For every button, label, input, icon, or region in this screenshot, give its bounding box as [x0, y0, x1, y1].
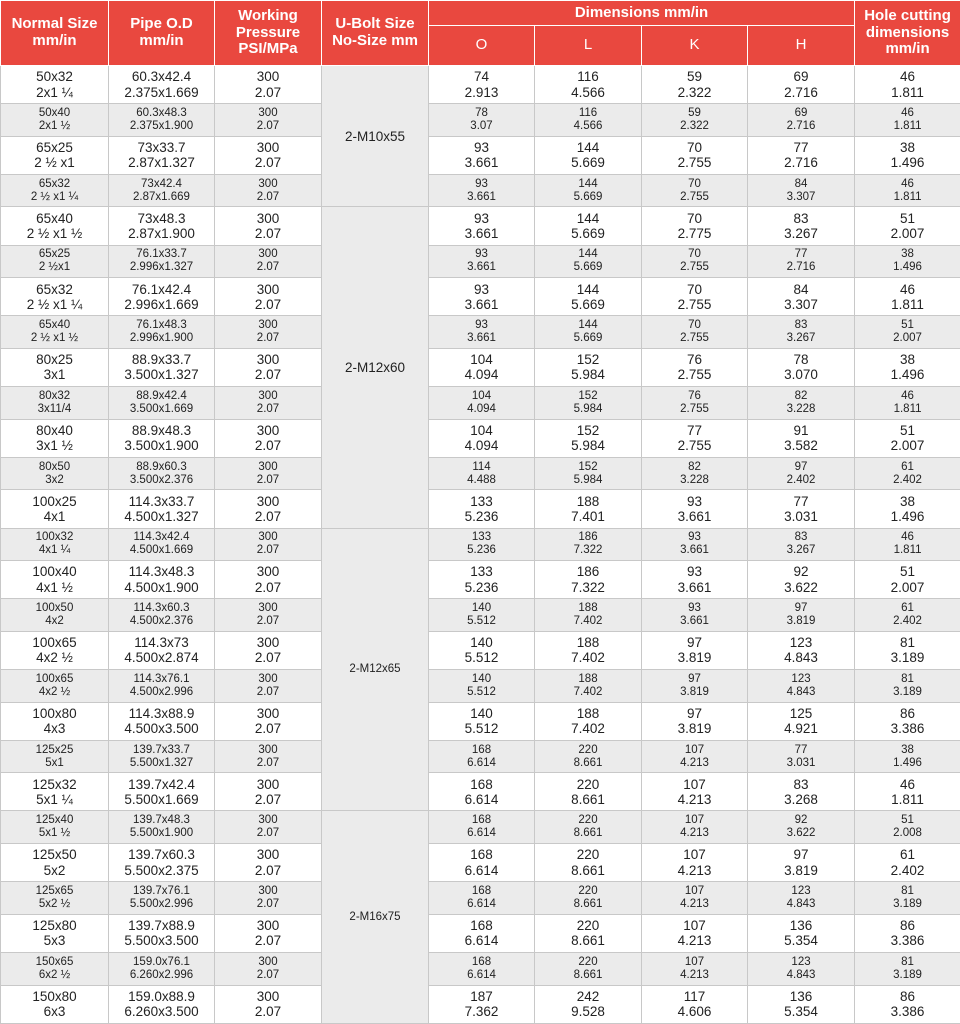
- cell-dim-o: 140 5.512: [429, 702, 535, 740]
- cell-dim-h: 84 3.307: [748, 174, 855, 207]
- cell-pipe-od: 76.1x33.7 2.996x1.327: [109, 245, 215, 278]
- table-row: [1, 278, 960, 316]
- cell-dim-h: 123 4.843: [748, 952, 855, 985]
- header-dim-h: H: [748, 26, 855, 66]
- cell-dim-h: 97 3.819: [748, 599, 855, 632]
- cell-hole-cutting: 61 2.402: [855, 457, 960, 490]
- cell-working-pressure: 300 2.07: [215, 387, 322, 420]
- table-row: [1, 348, 960, 386]
- cell-hole-cutting: 86 3.386: [855, 702, 960, 740]
- cell-normal-size: 100x80 4x3: [1, 702, 109, 740]
- cell-working-pressure: 300 2.07: [215, 773, 322, 811]
- cell-normal-size: 125x25 5x1: [1, 740, 109, 773]
- cell-dim-o: 168 6.614: [429, 844, 535, 882]
- cell-dim-o: 140 5.512: [429, 631, 535, 669]
- cell-dim-l: 152 5.984: [535, 348, 642, 386]
- cell-working-pressure: 300 2.07: [215, 528, 322, 561]
- cell-dim-k: 93 3.661: [642, 490, 748, 528]
- cell-normal-size: 100x65 4x2 ½: [1, 631, 109, 669]
- cell-dim-k: 70 2.755: [642, 136, 748, 174]
- cell-normal-size: 65x32 2 ½ x1 ¼: [1, 174, 109, 207]
- cell-dim-h: 77 2.716: [748, 245, 855, 278]
- cell-working-pressure: 300 2.07: [215, 702, 322, 740]
- cell-dim-h: 84 3.307: [748, 278, 855, 316]
- cell-dim-k: 76 2.755: [642, 348, 748, 386]
- cell-pipe-od: 139.7x76.1 5.500x2.996: [109, 882, 215, 915]
- table-row: [1, 985, 960, 1023]
- cell-pipe-od: 114.3x60.3 4.500x2.376: [109, 599, 215, 632]
- table-row: [1, 66, 960, 104]
- cell-dim-k: 97 3.819: [642, 702, 748, 740]
- cell-dim-o: 93 3.661: [429, 278, 535, 316]
- cell-hole-cutting: 46 1.811: [855, 528, 960, 561]
- table-row: [1, 561, 960, 599]
- cell-dim-o: 93 3.661: [429, 316, 535, 349]
- cell-working-pressure: 300 2.07: [215, 914, 322, 952]
- cell-dim-h: 123 4.843: [748, 882, 855, 915]
- cell-pipe-od: 139.7x42.4 5.500x1.669: [109, 773, 215, 811]
- table-row: [1, 316, 960, 349]
- cell-normal-size: 80x40 3x1 ½: [1, 419, 109, 457]
- header-dim-k: K: [642, 26, 748, 66]
- cell-hole-cutting: 81 3.189: [855, 669, 960, 702]
- cell-dim-l: 144 5.669: [535, 207, 642, 245]
- table-row: [1, 669, 960, 702]
- table-row: [1, 882, 960, 915]
- cell-normal-size: 150x80 6x3: [1, 985, 109, 1023]
- cell-normal-size: 100x50 4x2: [1, 599, 109, 632]
- cell-hole-cutting: 81 3.189: [855, 952, 960, 985]
- cell-dim-h: 123 4.843: [748, 669, 855, 702]
- cell-pipe-od: 60.3x48.3 2.375x1.900: [109, 104, 215, 137]
- cell-dim-k: 107 4.213: [642, 952, 748, 985]
- cell-dim-h: 83 3.267: [748, 207, 855, 245]
- cell-working-pressure: 300 2.07: [215, 278, 322, 316]
- cell-working-pressure: 300 2.07: [215, 245, 322, 278]
- cell-normal-size: 125x32 5x1 ¼: [1, 773, 109, 811]
- table-row: [1, 490, 960, 528]
- cell-dim-k: 97 3.819: [642, 669, 748, 702]
- table-row: [1, 914, 960, 952]
- cell-dim-k: 93 3.661: [642, 599, 748, 632]
- cell-dim-l: 220 8.661: [535, 914, 642, 952]
- cell-dim-k: 107 4.213: [642, 740, 748, 773]
- cell-normal-size: 125x65 5x2 ½: [1, 882, 109, 915]
- header-hole-cutting: Hole cutting dimensions mm/in: [855, 1, 960, 66]
- cell-dim-h: 123 4.843: [748, 631, 855, 669]
- cell-hole-cutting: 38 1.496: [855, 245, 960, 278]
- cell-dim-k: 107 4.213: [642, 914, 748, 952]
- cell-dim-o: 168 6.614: [429, 811, 535, 844]
- table-row: [1, 952, 960, 985]
- cell-dim-o: 168 6.614: [429, 952, 535, 985]
- cell-dim-k: 107 4.213: [642, 844, 748, 882]
- cell-dim-h: 136 5.354: [748, 985, 855, 1023]
- cell-dim-h: 83 3.267: [748, 528, 855, 561]
- cell-hole-cutting: 86 3.386: [855, 914, 960, 952]
- cell-dim-h: 92 3.622: [748, 811, 855, 844]
- cell-working-pressure: 300 2.07: [215, 985, 322, 1023]
- cell-dim-k: 107 4.213: [642, 882, 748, 915]
- cell-normal-size: 65x25 2 ½x1: [1, 245, 109, 278]
- cell-working-pressure: 300 2.07: [215, 740, 322, 773]
- cell-normal-size: 100x32 4x1 ¼: [1, 528, 109, 561]
- cell-dim-l: 186 7.322: [535, 561, 642, 599]
- cell-working-pressure: 300 2.07: [215, 490, 322, 528]
- cell-dim-o: 74 2.913: [429, 66, 535, 104]
- cell-normal-size: 125x50 5x2: [1, 844, 109, 882]
- cell-dim-o: 133 5.236: [429, 490, 535, 528]
- cell-dim-h: 77 2.716: [748, 136, 855, 174]
- cell-normal-size: 65x40 2 ½ x1 ½: [1, 207, 109, 245]
- cell-pipe-od: 114.3x48.3 4.500x1.900: [109, 561, 215, 599]
- table-row: [1, 207, 960, 245]
- cell-working-pressure: 300 2.07: [215, 811, 322, 844]
- cell-hole-cutting: 51 2.007: [855, 316, 960, 349]
- cell-dim-o: 140 5.512: [429, 599, 535, 632]
- header-pipe-od: Pipe O.D mm/in: [109, 1, 215, 66]
- cell-dim-k: 70 2.755: [642, 174, 748, 207]
- cell-dim-h: 97 2.402: [748, 457, 855, 490]
- cell-dim-l: 220 8.661: [535, 811, 642, 844]
- cell-dim-h: 136 5.354: [748, 914, 855, 952]
- cell-pipe-od: 88.9x60.3 3.500x2.376: [109, 457, 215, 490]
- cell-dim-o: 104 4.094: [429, 348, 535, 386]
- cell-dim-l: 144 5.669: [535, 136, 642, 174]
- cell-dim-k: 59 2.322: [642, 66, 748, 104]
- cell-dim-o: 168 6.614: [429, 773, 535, 811]
- cell-working-pressure: 300 2.07: [215, 952, 322, 985]
- table-row: [1, 104, 960, 137]
- cell-dim-k: 76 2.755: [642, 387, 748, 420]
- cell-pipe-od: 60.3x42.4 2.375x1.669: [109, 66, 215, 104]
- cell-hole-cutting: 51 2.007: [855, 561, 960, 599]
- cell-working-pressure: 300 2.07: [215, 561, 322, 599]
- header-normal-size: Normal Size mm/in: [1, 1, 109, 66]
- cell-dim-l: 144 5.669: [535, 278, 642, 316]
- cell-pipe-od: 73x33.7 2.87x1.327: [109, 136, 215, 174]
- cell-dim-k: 77 2.755: [642, 419, 748, 457]
- cell-dim-l: 242 9.528: [535, 985, 642, 1023]
- cell-working-pressure: 300 2.07: [215, 66, 322, 104]
- cell-pipe-od: 139.7x33.7 5.500x1.327: [109, 740, 215, 773]
- cell-dim-o: 133 5.236: [429, 528, 535, 561]
- header-ubolt-size: U-Bolt Size No-Size mm: [322, 1, 429, 66]
- cell-dim-h: 77 3.031: [748, 740, 855, 773]
- cell-pipe-od: 114.3x42.4 4.500x1.669: [109, 528, 215, 561]
- table-row: [1, 136, 960, 174]
- cell-dim-o: 168 6.614: [429, 740, 535, 773]
- cell-dim-l: 152 5.984: [535, 387, 642, 420]
- table-body: [1, 66, 960, 1024]
- cell-dim-o: 187 7.362: [429, 985, 535, 1023]
- cell-dim-o: 93 3.661: [429, 207, 535, 245]
- cell-dim-k: 70 2.775: [642, 207, 748, 245]
- cell-pipe-od: 114.3x76.1 4.500x2.996: [109, 669, 215, 702]
- cell-dim-o: 104 4.094: [429, 419, 535, 457]
- cell-dim-l: 144 5.669: [535, 316, 642, 349]
- table-row: [1, 811, 960, 844]
- cell-pipe-od: 139.7x88.9 5.500x3.500: [109, 914, 215, 952]
- cell-pipe-od: 88.9x33.7 3.500x1.327: [109, 348, 215, 386]
- cell-dim-h: 69 2.716: [748, 66, 855, 104]
- table-row: [1, 740, 960, 773]
- cell-pipe-od: 76.1x42.4 2.996x1.669: [109, 278, 215, 316]
- cell-pipe-od: 114.3x73 4.500x2.874: [109, 631, 215, 669]
- cell-working-pressure: 300 2.07: [215, 844, 322, 882]
- cell-normal-size: 65x40 2 ½ x1 ½: [1, 316, 109, 349]
- cell-dim-o: 114 4.488: [429, 457, 535, 490]
- cell-dim-l: 116 4.566: [535, 66, 642, 104]
- table-row: [1, 599, 960, 632]
- cell-dim-k: 117 4.606: [642, 985, 748, 1023]
- table-header: [1, 1, 960, 66]
- cell-pipe-od: 73x48.3 2.87x1.900: [109, 207, 215, 245]
- cell-ubolt-size: 2-M10x55: [322, 66, 429, 207]
- cell-normal-size: 65x25 2 ½ x1: [1, 136, 109, 174]
- cell-dim-l: 188 7.402: [535, 702, 642, 740]
- cell-dim-h: 92 3.622: [748, 561, 855, 599]
- cell-working-pressure: 300 2.07: [215, 207, 322, 245]
- cell-working-pressure: 300 2.07: [215, 599, 322, 632]
- cell-pipe-od: 88.9x48.3 3.500x1.900: [109, 419, 215, 457]
- cell-normal-size: 80x32 3x11/4: [1, 387, 109, 420]
- cell-hole-cutting: 46 1.811: [855, 387, 960, 420]
- cell-ubolt-size: 2-M12x65: [322, 528, 429, 811]
- cell-dim-l: 188 7.402: [535, 599, 642, 632]
- cell-dim-h: 78 3.070: [748, 348, 855, 386]
- cell-hole-cutting: 51 2.007: [855, 207, 960, 245]
- cell-normal-size: 100x65 4x2 ½: [1, 669, 109, 702]
- cell-dim-l: 116 4.566: [535, 104, 642, 137]
- cell-pipe-od: 159.0x76.1 6.260x2.996: [109, 952, 215, 985]
- cell-working-pressure: 300 2.07: [215, 631, 322, 669]
- cell-dim-k: 97 3.819: [642, 631, 748, 669]
- cell-dim-l: 144 5.669: [535, 174, 642, 207]
- cell-pipe-od: 88.9x42.4 3.500x1.669: [109, 387, 215, 420]
- cell-hole-cutting: 38 1.496: [855, 348, 960, 386]
- cell-hole-cutting: 86 3.386: [855, 985, 960, 1023]
- cell-dim-k: 70 2.755: [642, 316, 748, 349]
- cell-hole-cutting: 38 1.496: [855, 740, 960, 773]
- cell-dim-l: 152 5.984: [535, 457, 642, 490]
- cell-hole-cutting: 46 1.811: [855, 278, 960, 316]
- cell-hole-cutting: 51 2.007: [855, 419, 960, 457]
- cell-dim-h: 97 3.819: [748, 844, 855, 882]
- cell-dim-l: 188 7.401: [535, 490, 642, 528]
- cell-dim-l: 220 8.661: [535, 844, 642, 882]
- cell-hole-cutting: 61 2.402: [855, 844, 960, 882]
- cell-dim-o: 93 3.661: [429, 174, 535, 207]
- cell-dim-l: 220 8.661: [535, 882, 642, 915]
- cell-dim-o: 93 3.661: [429, 136, 535, 174]
- cell-hole-cutting: 81 3.189: [855, 882, 960, 915]
- cell-normal-size: 50x40 2x1 ½: [1, 104, 109, 137]
- cell-dim-h: 69 2.716: [748, 104, 855, 137]
- cell-hole-cutting: 51 2.008: [855, 811, 960, 844]
- cell-dim-h: 125 4.921: [748, 702, 855, 740]
- cell-working-pressure: 300 2.07: [215, 457, 322, 490]
- cell-pipe-od: 114.3x33.7 4.500x1.327: [109, 490, 215, 528]
- cell-dim-o: 168 6.614: [429, 882, 535, 915]
- cell-normal-size: 80x50 3x2: [1, 457, 109, 490]
- cell-pipe-od: 76.1x48.3 2.996x1.900: [109, 316, 215, 349]
- cell-pipe-od: 139.7x60.3 5.500x2.375: [109, 844, 215, 882]
- header-dimensions: Dimensions mm/in: [429, 1, 855, 26]
- cell-dim-h: 82 3.228: [748, 387, 855, 420]
- cell-dim-k: 70 2.755: [642, 245, 748, 278]
- cell-working-pressure: 300 2.07: [215, 104, 322, 137]
- cell-dim-h: 83 3.268: [748, 773, 855, 811]
- table-row: [1, 702, 960, 740]
- cell-dim-k: 107 4.213: [642, 773, 748, 811]
- cell-pipe-od: 73x42.4 2.87x1.669: [109, 174, 215, 207]
- cell-dim-o: 93 3.661: [429, 245, 535, 278]
- cell-hole-cutting: 46 1.811: [855, 773, 960, 811]
- cell-dim-l: 186 7.322: [535, 528, 642, 561]
- table-row: [1, 773, 960, 811]
- cell-dim-l: 220 8.661: [535, 952, 642, 985]
- cell-dim-l: 220 8.661: [535, 773, 642, 811]
- cell-ubolt-size: 2-M12x60: [322, 207, 429, 528]
- cell-dim-o: 78 3.07: [429, 104, 535, 137]
- cell-normal-size: 125x80 5x3: [1, 914, 109, 952]
- cell-hole-cutting: 61 2.402: [855, 599, 960, 632]
- cell-dim-l: 152 5.984: [535, 419, 642, 457]
- cell-normal-size: 65x32 2 ½ x1 ¼: [1, 278, 109, 316]
- cell-working-pressure: 300 2.07: [215, 419, 322, 457]
- cell-dim-h: 91 3.582: [748, 419, 855, 457]
- cell-hole-cutting: 81 3.189: [855, 631, 960, 669]
- cell-working-pressure: 300 2.07: [215, 136, 322, 174]
- cell-dim-l: 220 8.661: [535, 740, 642, 773]
- table-row: [1, 528, 960, 561]
- table-row: [1, 419, 960, 457]
- table-row: [1, 844, 960, 882]
- header-working-pressure: Working Pressure PSI/MPa: [215, 1, 322, 66]
- cell-normal-size: 80x25 3x1: [1, 348, 109, 386]
- cell-dim-k: 93 3.661: [642, 528, 748, 561]
- cell-hole-cutting: 38 1.496: [855, 490, 960, 528]
- cell-normal-size: 125x40 5x1 ½: [1, 811, 109, 844]
- table-row: [1, 457, 960, 490]
- cell-dim-h: 83 3.267: [748, 316, 855, 349]
- cell-dim-o: 168 6.614: [429, 914, 535, 952]
- cell-working-pressure: 300 2.07: [215, 316, 322, 349]
- cell-normal-size: 100x25 4x1: [1, 490, 109, 528]
- header-dim-o: O: [429, 26, 535, 66]
- cell-hole-cutting: 46 1.811: [855, 66, 960, 104]
- table-row: [1, 245, 960, 278]
- cell-pipe-od: 139.7x48.3 5.500x1.900: [109, 811, 215, 844]
- cell-dim-k: 70 2.755: [642, 278, 748, 316]
- table-row: [1, 174, 960, 207]
- cell-dim-h: 77 3.031: [748, 490, 855, 528]
- cell-dim-l: 188 7.402: [535, 669, 642, 702]
- cell-hole-cutting: 46 1.811: [855, 174, 960, 207]
- cell-dim-k: 82 3.228: [642, 457, 748, 490]
- table-row: [1, 631, 960, 669]
- cell-normal-size: 150x65 6x2 ½: [1, 952, 109, 985]
- cell-working-pressure: 300 2.07: [215, 882, 322, 915]
- cell-ubolt-size: 2-M16x75: [322, 811, 429, 1024]
- cell-working-pressure: 300 2.07: [215, 174, 322, 207]
- cell-normal-size: 50x32 2x1 ¼: [1, 66, 109, 104]
- cell-dim-k: 93 3.661: [642, 561, 748, 599]
- cell-pipe-od: 159.0x88.9 6.260x3.500: [109, 985, 215, 1023]
- cell-working-pressure: 300 2.07: [215, 669, 322, 702]
- table-row: [1, 387, 960, 420]
- cell-hole-cutting: 46 1.811: [855, 104, 960, 137]
- cell-dim-l: 188 7.402: [535, 631, 642, 669]
- cell-dim-o: 133 5.236: [429, 561, 535, 599]
- cell-dim-k: 107 4.213: [642, 811, 748, 844]
- cell-working-pressure: 300 2.07: [215, 348, 322, 386]
- cell-dim-l: 144 5.669: [535, 245, 642, 278]
- cell-dim-k: 59 2.322: [642, 104, 748, 137]
- cell-pipe-od: 114.3x88.9 4.500x3.500: [109, 702, 215, 740]
- cell-normal-size: 100x40 4x1 ½: [1, 561, 109, 599]
- cell-hole-cutting: 38 1.496: [855, 136, 960, 174]
- cell-dim-o: 104 4.094: [429, 387, 535, 420]
- cell-dim-o: 140 5.512: [429, 669, 535, 702]
- header-dim-l: L: [535, 26, 642, 66]
